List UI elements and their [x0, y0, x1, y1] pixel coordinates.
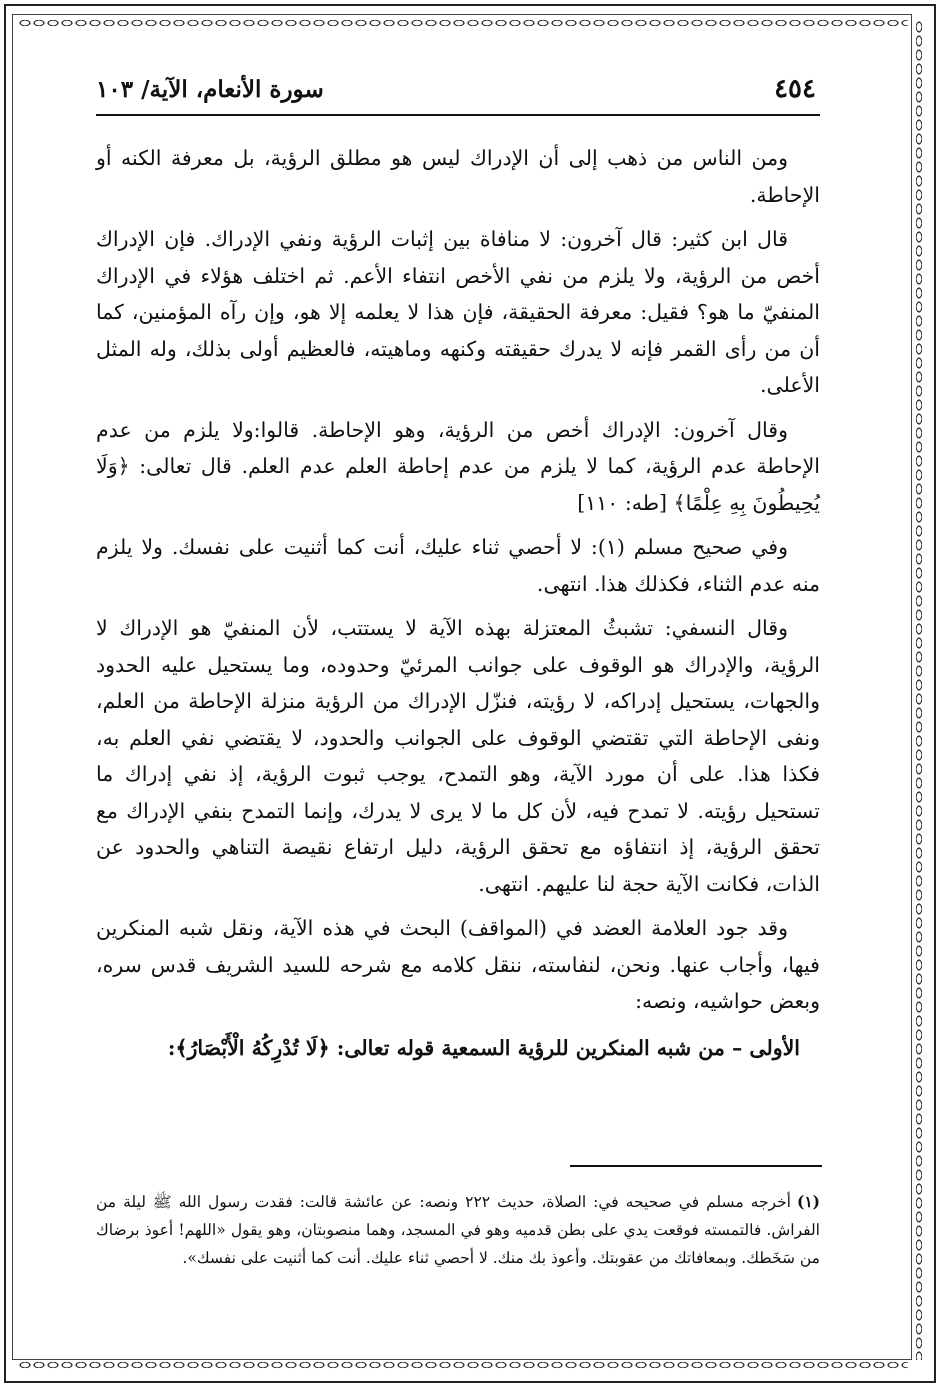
paragraph-3: وقال آخرون: الإدراك أخص من الرؤية، وهو الإحاطة. قالوا:ولا يلزم من عدم الإحاطة عدم الرؤية، كما لا يلزم من عدم إحاطة العلم عدم العلم. قال تعالى: ﴿وَلَا يُحِيطُونَ بِهِ عِلْمًا﴾ [طه: ١١٠] — [96, 417, 820, 515]
chain-border-right — [914, 20, 924, 1360]
paragraph-5: وقال النسفي: تشبثُ المعتزلة بهذه الآية لا يستتب، لأن المنفيّ هو الإدراك لا الرؤية، والإدراك هو الوقوف على جوانب المرئيّ وحدوده، وما يستحيل عليه الحدود والجهات، يستحيل إدراكه، لا رؤيته، فنزّل الإدراك من الرؤية منزلة الإحاطة من العلم، ونفى الإحاطة التي تقتضي الوقوف على الجوانب والحدود، لا يقتضي نفي العلم به، فكذا هذا. على أن مورد الآية، وهو التمدح، يوجب ثبوت الرؤية، إذ نفي إدراك ما تستحيل رؤيته. لا تمدح فيه، لأن كل ما لا يرى لا يدرك، وإنما التمدح بنفي الإدراك مع تحقق الرؤية، إذ انتفاؤه مع تحقق الرؤية، دليل ارتفاع نقيصة التناهي والحدود عن الذات، فكانت الآية حجة لنا عليهم. انتهى. — [96, 616, 820, 896]
footnote-rule — [570, 1165, 822, 1167]
running-title: سورة الأنعام، الآية/ ١٠٣ — [96, 76, 324, 103]
paragraph-7: الأولى – من شبه المنكرين للرؤية السمعية قوله تعالى: ﴿لَا تُدْرِكُهُ الْأَبْصَارُ﴾: — [167, 1035, 800, 1060]
footnote — [96, 1188, 820, 1272]
page-header — [96, 70, 816, 110]
chain-border-top — [18, 18, 908, 28]
paragraph-6: وقد جود العلامة العضد في (المواقف) البحث في هذه الآية، ونقل شبه المنكرين فيها، وأجاب عنها. ونحن، لنفاسته، ننقل كلامه مع شرحه للسيد الشريف قدس سره، وبعض حواشيه، ونصه: — [96, 916, 820, 1013]
footnote-text: أخرجه مسلم في صحيحه في: الصلاة، حديث ٢٢٢ ونصه: عن عائشة قالت: فقدت رسول الله ﷺ ليلة من الفراش. فالتمسته فوقعت يدي على بطن قدميه وهو في المسجد، وهما منصوبتان، وهو يقول «اللهم! أعوذ برضاك من سَخَطك. وبمعافاتك من عقوبتك. وأعوذ بك منك. لا أحصي ثناء عليك. أنت كما أثنيت على نفسك». — [96, 1193, 820, 1267]
header-rule — [96, 114, 820, 116]
paragraph-4: وفي صحيح مسلم (١): لا أحصي ثناء عليك، أنت كما أثنيت على نفسك. ولا يلزم منه عدم الثناء، فكذلك هذا. انتهى. — [96, 535, 820, 596]
chain-border-bottom — [18, 1360, 908, 1370]
footnote-marker: (١) — [796, 1192, 820, 1211]
paragraph-2: قال ابن كثير: قال آخرون: لا منافاة بين إثبات الرؤية ونفي الإدراك. فإن الإدراك أخص من الرؤية، ولا يلزم من نفي الأخص انتفاء الأعم. ثم اختلف هؤلاء في الإدراك المنفيّ ما هو؟ فقيل: معرفة الحقيقة، فإن هذا لا يعلمه إلا هو، وإن رآه المؤمنين، كما أن من رأى القمر فإنه لا يدرك حقيقته وكنهه وماهيته، فالعظيم أولى بذلك، وله المثل الأعلى. — [96, 227, 820, 397]
main-text — [96, 140, 820, 1074]
paragraph-1: ومن الناس من ذهب إلى أن الإدراك ليس هو مطلق الرؤية، بل معرفة الكنه أو الإحاطة. — [96, 146, 820, 207]
page-number: ٤٥٤ — [774, 74, 816, 104]
